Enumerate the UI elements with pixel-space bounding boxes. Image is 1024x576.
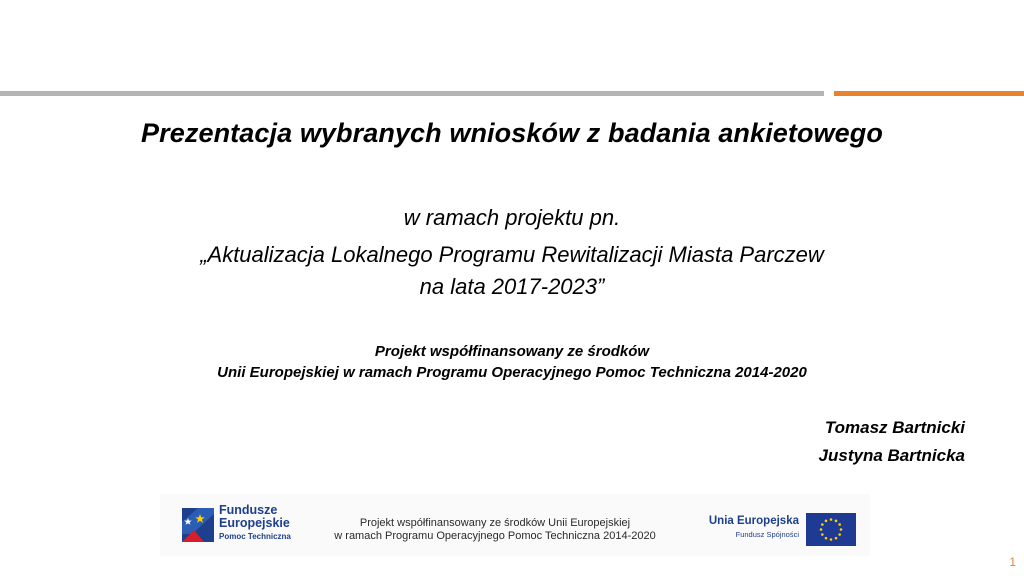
cofinancing-line-1: Projekt współfinansowany ze środków: [374, 343, 650, 360]
eu-star: [820, 528, 823, 531]
eu-logo-line-1: Unia Europejska: [708, 515, 799, 527]
eu-star: [838, 533, 841, 536]
eu-star: [825, 520, 828, 523]
fe-logo-line-2: Europejskie: [219, 516, 290, 531]
eu-star: [835, 537, 838, 540]
logo-bar-text-line-2: w ramach Programu Operacyjnego Pomoc Techniczna 2014-2020: [334, 530, 656, 543]
subtitle-line-3: na lata 2017-2023”: [419, 274, 605, 299]
eu-star: [838, 523, 841, 526]
fundusze-europejskie-logo-text: [219, 504, 291, 542]
subtitle-line-2: „Aktualizacja Lokalnego Programu Rewitalizacji Miasta Parczew: [200, 242, 824, 267]
logo-bar-text-line-1: Projekt współfinansowany ze środków Unii Europejskiej: [359, 517, 631, 529]
slide-title: Prezentacja wybranych wniosków z badania ankietowego: [141, 118, 883, 148]
eu-logo-text: [703, 515, 799, 539]
eu-star: [821, 523, 824, 526]
eu-star: [830, 518, 833, 521]
author-name: Justyna Bartnicka: [818, 446, 965, 465]
page-number: 1: [1009, 555, 1016, 569]
logo-bar-cofinancing-text: [310, 517, 680, 543]
cofinancing-line-2: Unii Europejskiej w ramach Programu Operacyjnego Pomoc Techniczna 2014-2020: [217, 364, 807, 381]
eu-star: [835, 520, 838, 523]
subtitle-line-1: w ramach projektu pn.: [403, 205, 621, 230]
eu-star: [830, 538, 833, 541]
eu-star: [840, 528, 843, 531]
author-name: Tomasz Bartnicki: [824, 418, 965, 437]
eu-flag-icon: [806, 513, 856, 546]
fe-logo-line-1: Fundusze: [219, 503, 278, 517]
eu-star: [825, 537, 828, 540]
fundusze-europejskie-flag-icon: [182, 504, 214, 544]
eu-star: [821, 533, 824, 536]
header-rule-orange: [834, 91, 1024, 96]
eu-logo-line-2: Fundusz Spójności: [735, 530, 799, 539]
header-rule-gray: [0, 91, 824, 96]
fe-logo-line-3: Pomoc Techniczna: [219, 532, 291, 542]
